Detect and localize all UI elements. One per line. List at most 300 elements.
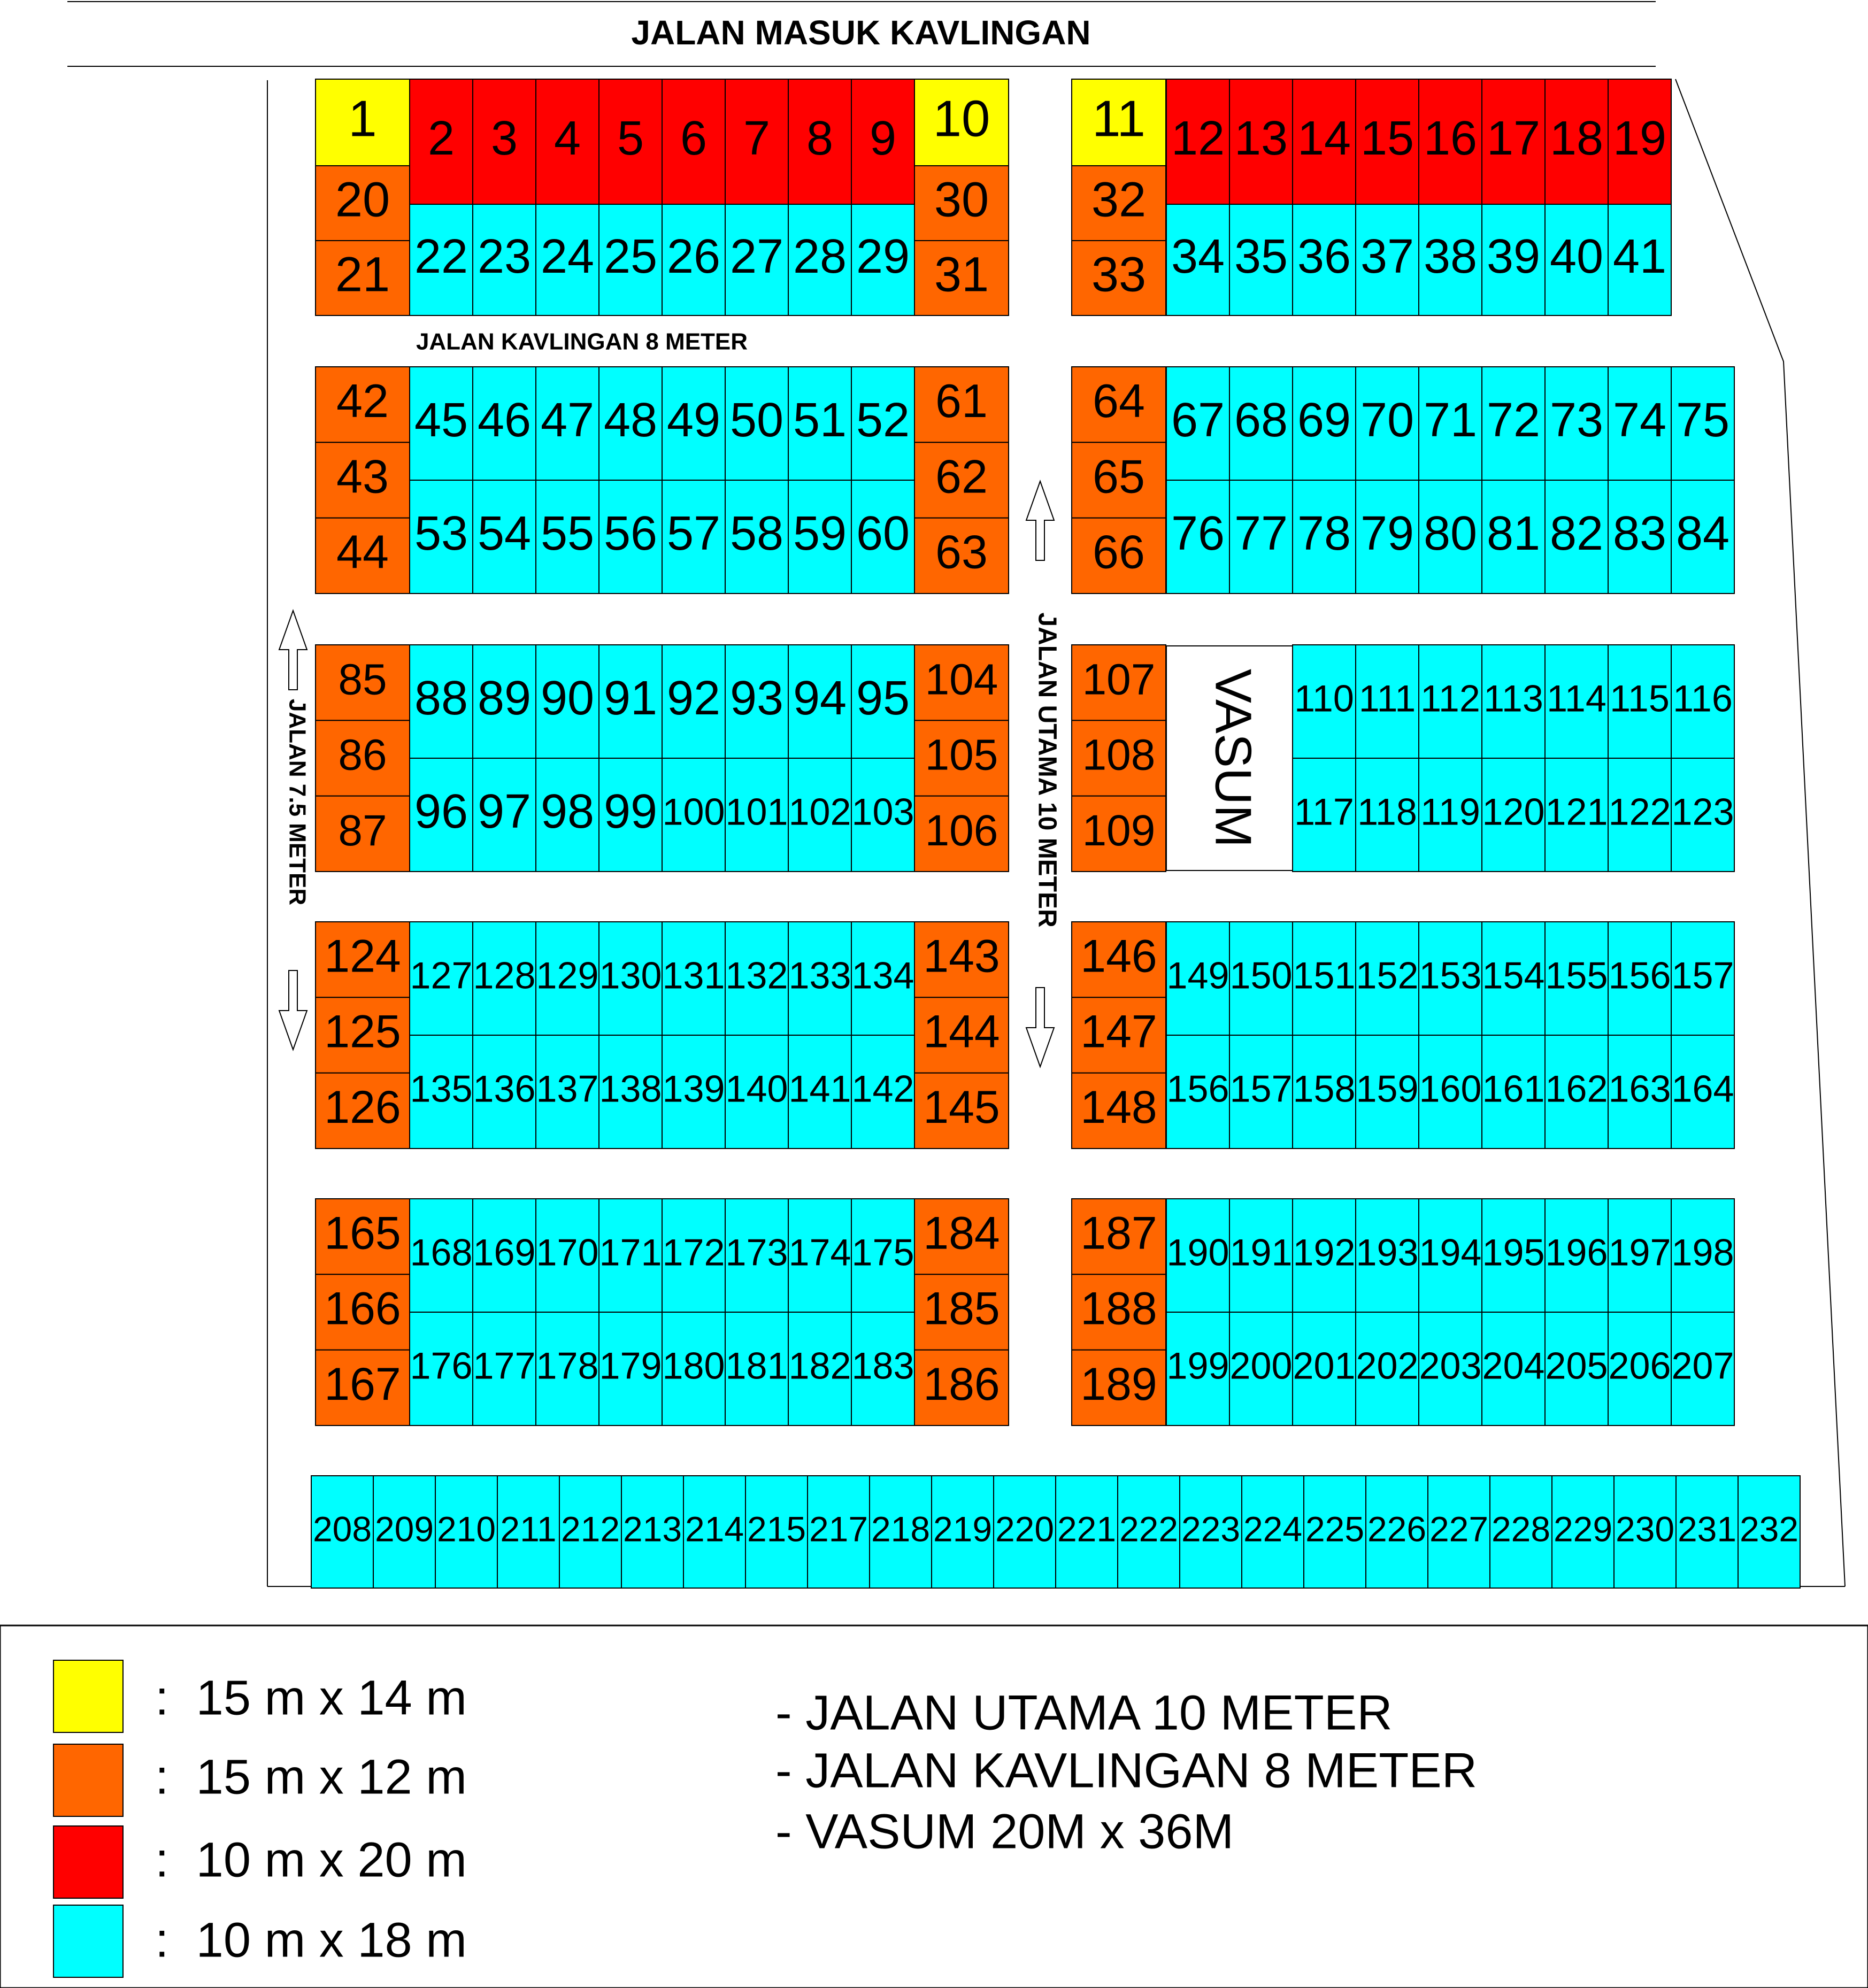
lot-number: 158 [1293,1068,1356,1110]
lot-89[interactable] [473,645,536,758]
lot-162[interactable] [1545,1035,1608,1149]
lot-98[interactable] [536,758,599,872]
lot-number: 173 [725,1231,788,1274]
lot-112[interactable] [1419,645,1482,758]
lot-113[interactable] [1482,645,1545,758]
lot-42[interactable] [316,367,410,442]
lot-97[interactable] [473,758,536,872]
lot-5[interactable] [599,79,662,204]
lot-number: 64 [1093,374,1145,427]
lot-92[interactable] [662,645,725,758]
lot-number: 135 [410,1068,473,1110]
lot-44[interactable] [316,518,410,594]
lot-123[interactable] [1671,758,1734,872]
main-road-label: JALAN UTAMA 10 METER [1033,612,1062,928]
lot-number: 221 [1057,1509,1117,1549]
lot-number: 75 [1675,393,1730,447]
lot-number: 149 [1166,954,1229,997]
lot-2[interactable] [410,79,473,204]
lot-142[interactable] [851,1035,914,1149]
lot-34[interactable] [1166,204,1229,315]
lot-79[interactable] [1356,480,1419,594]
lot-170[interactable] [536,1199,599,1312]
lot-181[interactable] [725,1312,788,1425]
lot-84[interactable] [1671,480,1734,594]
lot-53[interactable] [410,480,473,594]
lot-129[interactable] [536,922,599,1035]
lot-134[interactable] [851,922,914,1035]
lot-121[interactable] [1545,758,1608,872]
lot-85[interactable] [316,645,410,720]
lot-74[interactable] [1608,367,1671,480]
lot-70[interactable] [1356,367,1419,480]
lot-190[interactable] [1166,1199,1229,1312]
lot-78[interactable] [1293,480,1356,594]
lot-33[interactable] [1072,241,1166,315]
lot-192[interactable] [1293,1199,1356,1312]
lot-145[interactable] [914,1073,1009,1149]
lot-159[interactable] [1356,1035,1419,1149]
lot-67[interactable] [1166,367,1229,480]
lot-46[interactable] [473,367,536,480]
lot-156[interactable] [1166,1035,1229,1149]
lot-43[interactable] [316,442,410,518]
lot-221[interactable] [1056,1476,1118,1588]
lot-number: 231 [1677,1509,1737,1549]
lot-106[interactable] [914,796,1009,872]
lot-number: 101 [725,791,788,833]
lot-189[interactable] [1072,1350,1166,1425]
lot-223[interactable] [1180,1476,1242,1588]
lot-19[interactable] [1608,79,1671,204]
lot-45[interactable] [410,367,473,480]
lot-102[interactable] [788,758,851,872]
lot-188[interactable] [1072,1274,1166,1350]
lot-69[interactable] [1293,367,1356,480]
lot-8[interactable] [788,79,851,204]
lot-58[interactable] [725,480,788,594]
lot-number: 69 [1297,393,1351,447]
lot-number: 15 [1360,111,1415,165]
lot-105[interactable] [914,720,1009,796]
lot-150[interactable] [1229,922,1293,1035]
arrow-down-icon [279,970,307,1050]
lot-51[interactable] [788,367,851,480]
lot-number: 127 [410,954,473,997]
lot-88[interactable] [410,645,473,758]
lot-198[interactable] [1671,1199,1734,1312]
lot-number: 51 [793,393,847,447]
lot-31[interactable] [914,241,1009,315]
lot-136[interactable] [473,1035,536,1149]
lot-59[interactable] [788,480,851,594]
lot-3[interactable] [473,79,536,204]
lot-156[interactable] [1608,922,1671,1035]
lot-number: 152 [1356,954,1419,997]
lot-number: 85 [338,655,387,704]
lot-204[interactable] [1482,1312,1545,1425]
lot-47[interactable] [536,367,599,480]
lot-number: 61 [935,374,988,427]
lot-number: 5 [617,111,644,165]
lot-32[interactable] [1072,166,1166,241]
lot-148[interactable] [1072,1073,1166,1149]
lot-161[interactable] [1482,1035,1545,1149]
lot-137[interactable] [536,1035,599,1149]
lot-157[interactable] [1229,1035,1293,1149]
lot-7[interactable] [725,79,788,204]
lot-116[interactable] [1671,645,1734,758]
lot-157[interactable] [1671,922,1734,1035]
lot-141[interactable] [788,1035,851,1149]
lot-166[interactable] [316,1274,410,1350]
lot-87[interactable] [316,796,410,872]
lot-100[interactable] [662,758,725,872]
lot-172[interactable] [662,1199,725,1312]
lot-213[interactable] [621,1476,683,1588]
lot-94[interactable] [788,645,851,758]
lot-26[interactable] [662,204,725,315]
lot-194[interactable] [1419,1199,1482,1312]
lot-52[interactable] [851,367,914,480]
lot-17[interactable] [1482,79,1545,204]
lot-64[interactable] [1072,367,1166,442]
lot-38[interactable] [1419,204,1482,315]
lot-number: 54 [477,506,532,560]
lot-93[interactable] [725,645,788,758]
lot-77[interactable] [1229,480,1293,594]
lot-203[interactable] [1419,1312,1482,1425]
lot-164[interactable] [1671,1035,1734,1149]
lot-227[interactable] [1428,1476,1490,1588]
lot-147[interactable] [1072,997,1166,1073]
lot-number: 9 [869,111,897,165]
lot-117[interactable] [1293,758,1356,872]
lot-200[interactable] [1229,1312,1293,1425]
lot-number: 153 [1419,954,1482,997]
lot-154[interactable] [1482,922,1545,1035]
lot-177[interactable] [473,1312,536,1425]
lot-139[interactable] [662,1035,725,1149]
lot-number: 217 [809,1509,868,1549]
lot-197[interactable] [1608,1199,1671,1312]
lot-29[interactable] [851,204,914,315]
lot-73[interactable] [1545,367,1608,480]
lot-231[interactable] [1676,1476,1738,1588]
lot-144[interactable] [914,997,1009,1073]
lot-110[interactable] [1293,645,1356,758]
lot-176[interactable] [410,1312,473,1425]
lot-number: 113 [1483,677,1543,720]
lot-9[interactable] [851,79,914,204]
lot-86[interactable] [316,720,410,796]
lot-99[interactable] [599,758,662,872]
lot-61[interactable] [914,367,1009,442]
lot-number: 1 [348,90,377,148]
lot-133[interactable] [788,922,851,1035]
lot-138[interactable] [599,1035,662,1149]
lot-168[interactable] [410,1199,473,1312]
lot-160[interactable] [1419,1035,1482,1149]
lot-76[interactable] [1166,480,1229,594]
lot-195[interactable] [1482,1199,1545,1312]
lot-193[interactable] [1356,1199,1419,1312]
lot-number: 164 [1671,1068,1734,1110]
legend-note: - JALAN KAVLINGAN 8 METER [775,1743,1478,1798]
lot-219[interactable] [932,1476,994,1588]
lot-135[interactable] [410,1035,473,1149]
lot-201[interactable] [1293,1312,1356,1425]
lot-41[interactable] [1608,204,1671,315]
lot-232[interactable] [1738,1476,1800,1588]
lot-199[interactable] [1166,1312,1229,1425]
lot-40[interactable] [1545,204,1608,315]
lot-number: 134 [851,954,914,997]
lot-23[interactable] [473,204,536,315]
lot-205[interactable] [1545,1312,1608,1425]
lot-number: 84 [1675,506,1730,560]
lot-174[interactable] [788,1199,851,1312]
lot-36[interactable] [1293,204,1356,315]
lot-number: 170 [536,1231,599,1274]
lot-119[interactable] [1419,758,1482,872]
lot-68[interactable] [1229,367,1293,480]
lot-214[interactable] [683,1476,745,1588]
lot-55[interactable] [536,480,599,594]
lot-186[interactable] [914,1350,1009,1425]
lot-62[interactable] [914,442,1009,518]
lot-12[interactable] [1166,79,1229,204]
lot-158[interactable] [1293,1035,1356,1149]
lot-111[interactable] [1356,645,1419,758]
lot-103[interactable] [851,758,914,872]
lot-187[interactable] [1072,1199,1166,1274]
lot-175[interactable] [851,1199,914,1312]
lot-131[interactable] [662,922,725,1035]
lot-number: 201 [1293,1345,1356,1387]
lot-230[interactable] [1614,1476,1676,1588]
lot-82[interactable] [1545,480,1608,594]
lot-95[interactable] [851,645,914,758]
lot-35[interactable] [1229,204,1293,315]
lot-number: 156 [1608,954,1671,997]
lot-number: 93 [729,671,784,725]
lot-number: 198 [1671,1231,1734,1274]
lot-number: 150 [1229,954,1293,997]
lot-182[interactable] [788,1312,851,1425]
lot-number: 52 [856,393,910,447]
lot-114[interactable] [1545,645,1608,758]
lot-4[interactable] [536,79,599,204]
lot-122[interactable] [1608,758,1671,872]
lot-109[interactable] [1072,796,1166,872]
lot-75[interactable] [1671,367,1734,480]
lot-171[interactable] [599,1199,662,1312]
lot-125[interactable] [316,997,410,1073]
entrance-road-label: JALAN MASUK KAVLINGAN [631,13,1091,52]
lot-number: 34 [1171,229,1225,283]
lot-13[interactable] [1229,79,1293,204]
lot-127[interactable] [410,922,473,1035]
lot-229[interactable] [1552,1476,1614,1588]
lot-16[interactable] [1419,79,1482,204]
lot-30[interactable] [914,166,1009,241]
lot-126[interactable] [316,1073,410,1149]
lot-number: 40 [1549,229,1604,283]
lot-number: 16 [1423,111,1478,165]
lot-number: 220 [995,1509,1055,1549]
lot-83[interactable] [1608,480,1671,594]
lot-210[interactable] [435,1476,497,1588]
lot-206[interactable] [1608,1312,1671,1425]
lot-57[interactable] [662,480,725,594]
lot-number: 128 [473,954,536,997]
lot-165[interactable] [316,1199,410,1274]
lot-101[interactable] [725,758,788,872]
lot-226[interactable] [1366,1476,1428,1588]
lot-27[interactable] [725,204,788,315]
lot-96[interactable] [410,758,473,872]
lot-120[interactable] [1482,758,1545,872]
lot-25[interactable] [599,204,662,315]
lot-128[interactable] [473,922,536,1035]
lot-number: 215 [747,1509,806,1549]
lot-80[interactable] [1419,480,1482,594]
lot-208[interactable] [311,1476,373,1588]
lot-50[interactable] [725,367,788,480]
lot-211[interactable] [497,1476,559,1588]
lot-155[interactable] [1545,922,1608,1035]
lot-71[interactable] [1419,367,1482,480]
lot-132[interactable] [725,922,788,1035]
lot-number: 96 [414,784,468,838]
lot-173[interactable] [725,1199,788,1312]
lot-215[interactable] [745,1476,808,1588]
lot-15[interactable] [1356,79,1419,204]
lot-222[interactable] [1118,1476,1180,1588]
lot-number: 160 [1419,1068,1482,1110]
lot-number: 39 [1486,229,1541,283]
lot-6[interactable] [662,79,725,204]
lot-number: 110 [1294,677,1354,720]
lot-49[interactable] [662,367,725,480]
lot-153[interactable] [1419,922,1482,1035]
lot-number: 123 [1671,791,1734,833]
lot-number: 35 [1234,229,1288,283]
lot-107[interactable] [1072,645,1166,720]
lot-209[interactable] [373,1476,435,1588]
legend-swatch-orange [53,1744,123,1816]
lot-115[interactable] [1608,645,1671,758]
lot-207[interactable] [1671,1312,1734,1425]
lot-number: 103 [851,791,914,833]
lot-number: 36 [1297,229,1351,283]
legend-label: : 10 m x 20 m [155,1832,467,1887]
lot-218[interactable] [870,1476,932,1588]
lot-66[interactable] [1072,518,1166,594]
lot-28[interactable] [788,204,851,315]
lot-54[interactable] [473,480,536,594]
lot-24[interactable] [536,204,599,315]
lot-20[interactable] [316,166,410,241]
lot-37[interactable] [1356,204,1419,315]
lot-152[interactable] [1356,922,1419,1035]
lot-104[interactable] [914,645,1009,720]
lot-48[interactable] [599,367,662,480]
lot-118[interactable] [1356,758,1419,872]
lot-18[interactable] [1545,79,1608,204]
lot-169[interactable] [473,1199,536,1312]
lot-number: 17 [1486,111,1541,165]
lot-108[interactable] [1072,720,1166,796]
lot-number: 63 [935,525,988,579]
legend [0,1625,1868,1988]
lot-number: 44 [336,525,389,579]
lot-number: 76 [1171,506,1225,560]
lot-11[interactable] [1072,79,1166,166]
lot-196[interactable] [1545,1199,1608,1312]
lot-167[interactable] [316,1350,410,1425]
lot-124[interactable] [316,922,410,997]
legend-label: : 15 m x 14 m [155,1670,467,1725]
lot-130[interactable] [599,922,662,1035]
lot-21[interactable] [316,241,410,315]
lot-178[interactable] [536,1312,599,1425]
lot-151[interactable] [1293,922,1356,1035]
lot-140[interactable] [725,1035,788,1149]
lot-224[interactable] [1242,1476,1304,1588]
lot-number: 177 [473,1345,536,1387]
lot-14[interactable] [1293,79,1356,204]
lot-184[interactable] [914,1199,1009,1274]
lot-225[interactable] [1304,1476,1366,1588]
lot-72[interactable] [1482,367,1545,480]
lot-163[interactable] [1608,1035,1671,1149]
lot-146[interactable] [1072,922,1166,997]
lot-number: 156 [1166,1068,1229,1110]
lot-1[interactable] [316,79,410,166]
lot-60[interactable] [851,480,914,594]
lot-39[interactable] [1482,204,1545,315]
lot-191[interactable] [1229,1199,1293,1312]
lot-81[interactable] [1482,480,1545,594]
lot-180[interactable] [662,1312,725,1425]
lot-90[interactable] [536,645,599,758]
lot-number: 176 [410,1345,473,1387]
lot-10[interactable] [914,79,1009,166]
lot-22[interactable] [410,204,473,315]
lot-212[interactable] [559,1476,621,1588]
lot-220[interactable] [994,1476,1056,1588]
lot-number: 186 [923,1359,1000,1411]
lot-149[interactable] [1166,922,1229,1035]
lot-217[interactable] [808,1476,870,1588]
lot-number: 124 [324,930,401,982]
lot-number: 120 [1482,791,1545,833]
lot-56[interactable] [599,480,662,594]
lot-91[interactable] [599,645,662,758]
lot-183[interactable] [851,1312,914,1425]
lot-202[interactable] [1356,1312,1419,1425]
lot-number: 22 [414,229,468,283]
lot-228[interactable] [1490,1476,1552,1588]
lot-number: 50 [729,393,784,447]
lot-65[interactable] [1072,442,1166,518]
lot-179[interactable] [599,1312,662,1425]
lot-63[interactable] [914,518,1009,594]
lot-143[interactable] [914,922,1009,997]
lot-185[interactable] [914,1274,1009,1350]
